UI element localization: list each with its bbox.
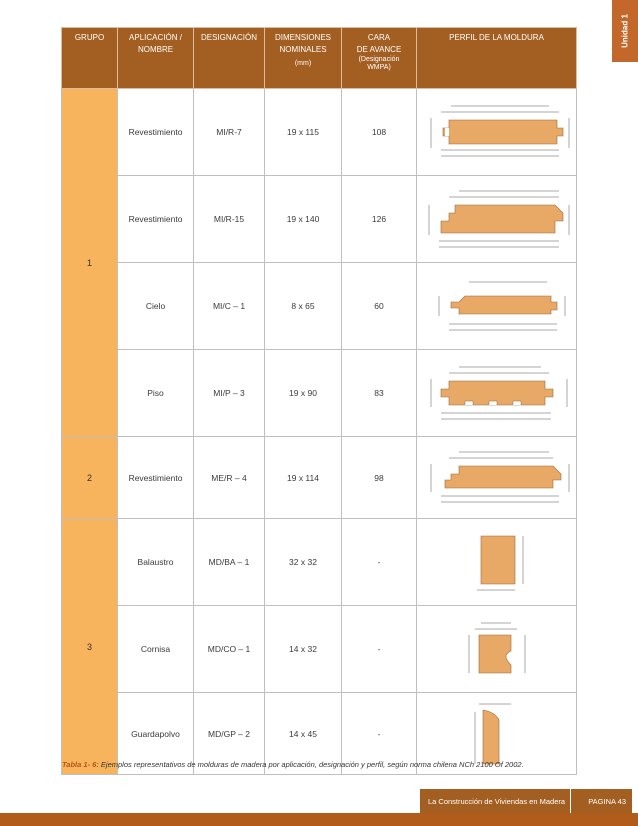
cell-dimensiones: 19 x 90 [265,350,342,437]
cell-dimensiones: 19 x 115 [265,89,342,176]
cell-aplicacion: Revestimiento [118,89,194,176]
shiplap-profile [419,185,574,253]
page-number: PAGINA 43 [588,797,626,806]
baluster-profile [419,528,574,596]
table-caption [62,760,524,769]
cell-cara: - [342,519,417,606]
group-cell: 3 [62,519,118,775]
ceiling-board-profile [419,272,574,340]
cell-dimensiones: 14 x 45 [265,693,342,775]
cell-aplicacion: Cielo [118,263,194,350]
floor-board-profile [419,359,574,427]
cell-designacion: MD/CO – 1 [194,606,265,693]
cell-perfil [417,350,577,437]
group-cell: 1 [62,89,118,437]
table-row [62,176,577,263]
cell-aplicacion: Revestimiento [118,437,194,519]
cell-designacion: MI/R-7 [194,89,265,176]
header-dimensiones: DIMENSIONES NOMINALES (mm) [265,28,342,89]
cell-aplicacion: Balaustro [118,519,194,606]
cell-designacion: MI/C – 1 [194,263,265,350]
cell-perfil [417,263,577,350]
table-row [62,350,577,437]
cell-perfil [417,519,577,606]
table-row [62,89,577,176]
cornice-profile [419,615,574,683]
cell-dimensiones: 19 x 140 [265,176,342,263]
cell-cara: 98 [342,437,417,519]
cell-designacion: MI/R-15 [194,176,265,263]
cell-designacion: MD/BA – 1 [194,519,265,606]
group-cell: 2 [62,437,118,519]
cell-dimensiones: 14 x 32 [265,606,342,693]
footer-box [420,789,632,813]
cell-designacion: MI/P – 3 [194,350,265,437]
header-cara: CARA DE AVANCE (Designación WMPA) [342,28,417,89]
caption-text: Ejemplos representativos de molduras de madera por aplicación, designación y perfil, según norma chilena NCh 2100 Of 2002. [98,760,524,769]
footer-separator [570,789,571,813]
cell-cara: 83 [342,350,417,437]
cell-cara: - [342,693,417,775]
cell-cara: 108 [342,89,417,176]
tongue-groove-profile [419,98,574,166]
cell-designacion: ME/R – 4 [194,437,265,519]
moldings-table [61,27,577,775]
table-row [62,437,577,519]
header-aplicacion: APLICACIÓN / NOMBRE [118,28,194,89]
cell-cara: 60 [342,263,417,350]
table-row [62,606,577,693]
caption-label: Tabla 1- 6: [62,760,99,769]
table-header-row [62,28,577,89]
cell-dimensiones: 32 x 32 [265,519,342,606]
unit-tab [612,0,638,62]
cell-aplicacion: Revestimiento [118,176,194,263]
cell-aplicacion: Piso [118,350,194,437]
header-designacion: DESIGNACIÓN [194,28,265,89]
cell-designacion: MD/GP – 2 [194,693,265,775]
footer-band [0,813,638,826]
cell-perfil [417,176,577,263]
cell-dimensiones: 8 x 65 [265,263,342,350]
footer-title: La Construcción de Viviendas en Madera [428,797,566,806]
cell-aplicacion: Cornisa [118,606,194,693]
header-perfil: PERFIL DE LA MOLDURA [417,28,577,89]
cell-perfil [417,89,577,176]
table-row [62,519,577,606]
baseboard-profile [419,700,574,768]
cell-perfil [417,606,577,693]
cell-cara: 126 [342,176,417,263]
table-row [62,263,577,350]
header-grupo: GRUPO [62,28,118,89]
unit-tab-label: Unidad 1 [620,14,630,48]
cell-cara: - [342,606,417,693]
cell-perfil [417,437,577,519]
cell-aplicacion: Guardapolvo [118,693,194,775]
cell-dimensiones: 19 x 114 [265,437,342,519]
bevel-siding-profile [419,444,574,512]
